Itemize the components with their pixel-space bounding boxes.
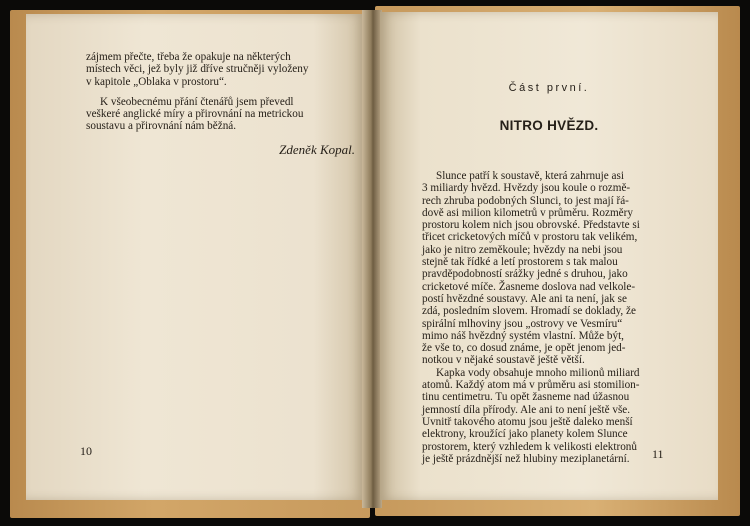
page-number-right: 11 xyxy=(652,447,664,461)
text-line: atomů. Každý atom má v průměru asi stomilion- xyxy=(422,379,640,392)
text-line: K všeobecnému přání čtenářů jsem převedl xyxy=(100,95,294,108)
text-line: postí hvězdné soustavy. Ale ani ta není, jak se xyxy=(422,292,627,305)
text-line: stejně tak řídké a letí prostorem s tak malou xyxy=(422,256,618,269)
text-line: prostorem, který vzhledem k velikosti elektronů xyxy=(422,440,637,453)
text-line: třicet cricketových míčů v prostoru tak velikém, xyxy=(422,231,638,244)
text-line: cricketové míče. Žasneme doslova nad velkole- xyxy=(422,280,636,293)
text-line: že vše to, co dosud známe, je opět jenom jed- xyxy=(422,342,626,355)
text-line: veškeré anglické míry a přirovnání na metrickou xyxy=(86,108,304,121)
text-line: je ještě prázdnější než hlubiny meziplanetární. xyxy=(422,452,630,465)
left-page xyxy=(26,14,364,500)
text-line: místech věci, jež byly již dříve stručněji vyloženy xyxy=(86,63,309,76)
text-line: elektrony, kroužící jako planety kolem Slunce xyxy=(422,428,628,441)
text-line: notkou v nějaké soustavě ještě větší. xyxy=(422,354,585,367)
text-line: pravděpodobností srážky jedné s druhou, jako xyxy=(422,268,628,281)
text-line: jemností díla přírody. Ale ani to není ještě vše. xyxy=(422,403,631,416)
text-line: jako je nitro zeměkoule; hvězdy na nebi jsou xyxy=(422,243,623,256)
author-signature: Zdeněk Kopal. xyxy=(279,142,355,157)
text-line: soustavu a přirovnání nám běžná. xyxy=(86,120,237,133)
text-line: tinu centimetru. Tu opět žasneme nad úžasnou xyxy=(422,391,630,404)
text-line: zájmem přečte, třeba že opakuje na některých xyxy=(86,51,291,63)
text-line: Kapka vody obsahuje mnoho milionů miliard xyxy=(436,366,640,379)
book-gutter xyxy=(362,10,382,508)
text-line: Slunce patří k soustavě, která zahrnuje asi xyxy=(436,170,624,182)
text-line: mimo náš hvězdný systém vlastní. Může být, xyxy=(422,329,624,342)
right-page-text xyxy=(422,170,662,465)
text-line: rech zhruba podobných Slunci, to jest mají řá- xyxy=(422,194,629,207)
text-line: Uvnitř takového atomu jsou ještě daleko menší xyxy=(422,415,633,428)
page-number-left: 10 xyxy=(80,444,92,458)
text-line: 3 miliardy hvězd. Hvězdy jsou koule o rozmě- xyxy=(422,182,631,195)
part-title: Část první. xyxy=(508,82,590,94)
text-line: zdá, posledním slovem. Hromadí se doklady, že xyxy=(422,305,636,318)
text-line: dově asi milion kilometrů v průměru. Rozměry xyxy=(422,206,633,219)
text-line: spirální mlhoviny jsou „ostrovy ve Vesmíru“ xyxy=(422,317,623,330)
right-page xyxy=(380,12,718,500)
text-line: prostoru kolem nich jsou obrovské. Představte si xyxy=(422,219,640,232)
left-page-text xyxy=(86,51,326,133)
chapter-title: NITRO HVĚZD. xyxy=(499,118,599,133)
text-line: v kapitole „Oblaka v prostoru“. xyxy=(86,75,227,88)
